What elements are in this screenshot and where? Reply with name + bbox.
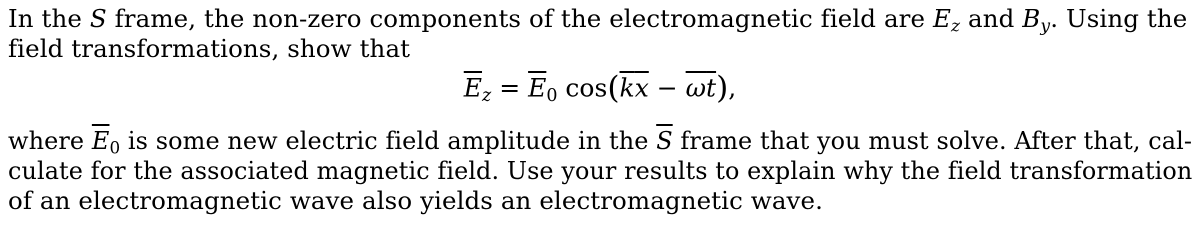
eq-trailing-comma: , xyxy=(728,73,737,103)
eq-lhs-subscript: z xyxy=(482,85,492,106)
amplitude-symbol-e: $\overline{E}$ xyxy=(91,126,110,155)
task-line-1 xyxy=(8,126,1193,159)
problem-paragraph-task xyxy=(8,126,1192,216)
eq-open-paren: ( xyxy=(607,70,620,106)
task-text-2: is some new electric field amplitude in the xyxy=(120,126,657,155)
intro-text-2: frame, the non-zero components of the electromagnetic field are xyxy=(106,4,933,33)
intro-text-1: In the xyxy=(8,4,90,33)
eq-x: $\overline{x}$ xyxy=(634,73,649,103)
eq-lhs-e: $\overline{E}$ xyxy=(463,73,483,103)
field-subscript-z: z xyxy=(950,16,961,37)
frame-symbol-s-bar: $\overline{S}$ xyxy=(656,126,673,155)
eq-minus: − xyxy=(648,73,686,103)
task-text-1: where xyxy=(8,126,92,155)
eq-amplitude-subscript: 0 xyxy=(546,85,558,106)
task-line-3: of an electromagnetic wave also yields an electromagnetic wave. xyxy=(8,186,823,215)
field-symbol-e: E xyxy=(932,4,951,33)
eq-omega: $\overline{\omega}$ xyxy=(685,73,707,103)
task-text-3: frame that you must solve. After that, cal- xyxy=(672,126,1193,155)
eq-cos: cos xyxy=(557,73,608,103)
eq-equals: = xyxy=(491,73,529,103)
field-symbol-b: B xyxy=(1022,4,1041,33)
intro-text-4: . Using the xyxy=(1050,4,1188,33)
intro-text-3: and xyxy=(960,4,1023,33)
field-equation xyxy=(0,70,1200,114)
amplitude-subscript-0: 0 xyxy=(109,138,121,159)
task-line-2: culate for the associated magnetic field. Use your results to explain why the field transformation xyxy=(8,156,1193,185)
eq-close-paren: ) xyxy=(716,70,729,106)
eq-amplitude-e: $\overline{E}$ xyxy=(528,73,547,103)
intro-line-1 xyxy=(8,4,1192,37)
intro-line-2: field transformations, show that xyxy=(8,34,411,63)
frame-symbol-s: S xyxy=(89,4,107,33)
problem-paragraph-intro xyxy=(8,4,1192,64)
field-subscript-y: y xyxy=(1040,16,1051,37)
eq-t: $\overline{t}$ xyxy=(706,73,717,103)
eq-k: $\overline{k}$ xyxy=(619,73,635,103)
